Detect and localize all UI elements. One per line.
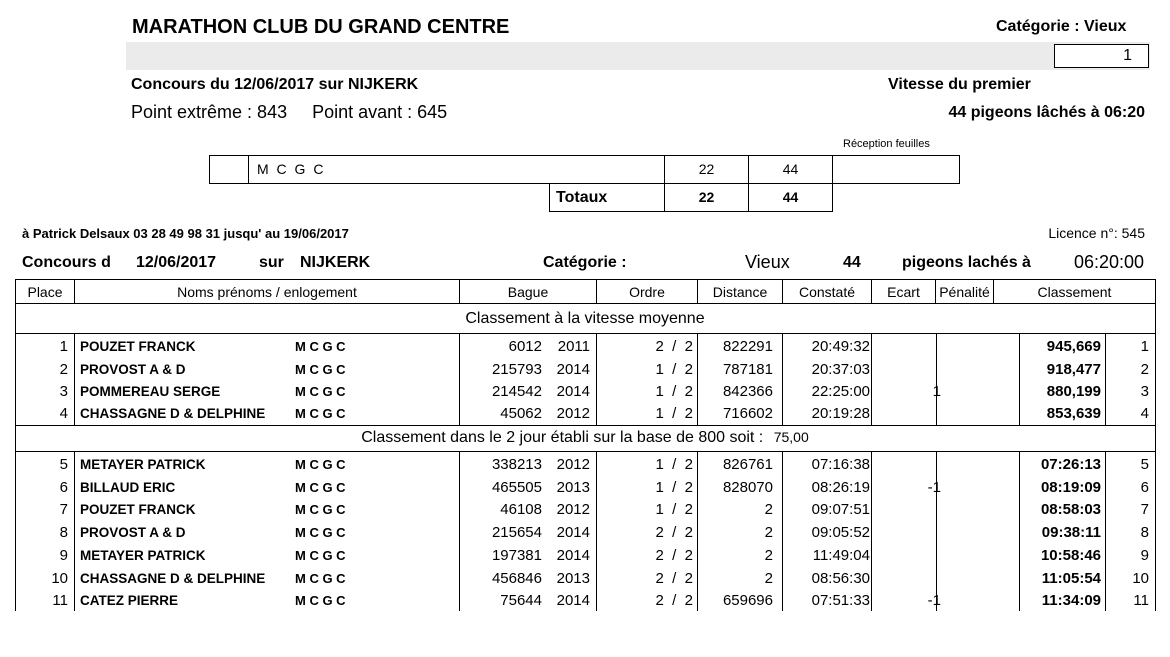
row-club: M C G C — [295, 480, 346, 495]
row-distance: 2 — [764, 547, 773, 564]
row-year: 2014 — [556, 524, 590, 541]
licence-number: Licence n°: 545 — [1048, 225, 1145, 241]
row-club: M C G C — [295, 571, 346, 586]
row-distance: 787181 — [722, 361, 773, 378]
contact-line: à Patrick Delsaux 03 28 49 98 31 jusqu' au 19/06/2017 — [22, 226, 349, 241]
row-year: 2014 — [556, 592, 590, 609]
col-ordre: Ordre — [597, 280, 698, 304]
row-constate: 22:25:00 — [811, 383, 870, 400]
table-row — [15, 380, 1155, 402]
row-distance: 828070 — [722, 479, 773, 496]
row-distance: 826761 — [722, 456, 773, 473]
row-place: 2 — [59, 361, 68, 378]
results-header — [15, 279, 1156, 304]
row-year: 2014 — [556, 383, 590, 400]
col-place: Place — [16, 280, 75, 304]
summary-club-v2: 44 — [748, 155, 833, 184]
row-constate: 11:49:04 — [812, 547, 870, 564]
section-vitesse: Classement à la vitesse moyenne — [465, 310, 705, 327]
col-distance: Distance — [698, 280, 783, 304]
section-2jour — [15, 429, 1155, 447]
row-place: 1 — [59, 338, 68, 355]
totals-v1: 22 — [664, 183, 749, 212]
row-rank: 5 — [1140, 456, 1149, 473]
row-constate: 09:05:52 — [811, 524, 870, 541]
summary-club-cell — [248, 155, 665, 184]
row-bague: 215793 — [491, 361, 542, 378]
row-rank: 1 — [1140, 338, 1149, 355]
row-rank: 4 — [1140, 405, 1149, 422]
points-line: Point extrême : 843 Point avant : 645 — [131, 102, 448, 122]
row-constate: 08:26:19 — [811, 479, 870, 496]
header-bar — [126, 42, 1150, 70]
row-name: CHASSAGNE D & DELPHINE — [80, 406, 266, 421]
sur-label: sur — [259, 254, 284, 271]
pigeons-released: 44 pigeons lâchés à 06:20 — [948, 104, 1145, 121]
row-constate: 07:51:33 — [811, 592, 870, 609]
row-place: 11 — [52, 592, 68, 609]
row-ecart: 1 — [932, 383, 941, 400]
col-penalite: Pénalité — [936, 280, 994, 304]
row-place: 9 — [59, 547, 68, 564]
row-bague: 197381 — [491, 547, 542, 564]
frame-right — [1155, 303, 1156, 611]
row-place: 10 — [51, 570, 68, 587]
categorie-label: Catégorie : — [543, 254, 627, 271]
col-bague: Bague — [460, 280, 597, 304]
row-name: CATEZ PIERRE — [80, 593, 179, 608]
row-distance: 822291 — [722, 338, 773, 355]
col-classement: Classement — [994, 280, 1156, 304]
club-title: MARATHON CLUB DU GRAND CENTRE — [132, 16, 510, 38]
row-classement: 10:58:46 — [1040, 547, 1101, 564]
row-club: M C G C — [295, 339, 346, 354]
row-year: 2014 — [556, 547, 590, 564]
row-constate: 09:07:51 — [811, 501, 870, 518]
summary-reception-cell — [832, 155, 960, 184]
row-distance: 842366 — [722, 383, 773, 400]
table-row — [15, 476, 1155, 498]
row-distance: 2 — [764, 501, 773, 518]
table-row — [15, 335, 1155, 357]
row-classement: 945,669 — [1046, 338, 1101, 355]
row-ordre: 1 / 2 — [655, 405, 693, 422]
row-constate: 07:16:38 — [811, 456, 870, 473]
row-name: METAYER PATRICK — [80, 457, 206, 472]
row-bague: 465505 — [491, 479, 542, 496]
table-row — [15, 544, 1155, 566]
row-ordre: 2 / 2 — [655, 570, 693, 587]
release-time: 06:20:00 — [1074, 252, 1145, 272]
row-constate: 20:49:32 — [811, 338, 870, 355]
contest-label: Concours d — [22, 254, 111, 271]
table-row — [15, 567, 1155, 589]
row-ordre: 1 / 2 — [655, 361, 693, 378]
row-rank: 6 — [1140, 479, 1149, 496]
row-place: 7 — [59, 501, 68, 518]
col-ecart: Ecart — [872, 280, 936, 304]
row-club: M C G C — [295, 548, 346, 563]
row-place: 6 — [59, 479, 68, 496]
row-name: CHASSAGNE D & DELPHINE — [80, 571, 266, 586]
row-year: 2014 — [556, 361, 590, 378]
row-distance: 2 — [764, 570, 773, 587]
section1-divider — [15, 333, 1156, 334]
col-constate: Constaté — [783, 280, 872, 304]
row-rank: 9 — [1140, 547, 1149, 564]
speed-label: Vitesse du premier — [888, 76, 1031, 93]
table-row — [15, 402, 1155, 424]
row-classement: 09:38:11 — [1041, 524, 1101, 541]
row-year: 2012 — [556, 456, 590, 473]
contest-place: NIJKERK — [300, 254, 371, 271]
row-rank: 8 — [1140, 524, 1149, 541]
row-ecart: -1 — [927, 479, 941, 496]
section2-value: 75,00 — [773, 429, 809, 445]
row-ordre: 2 / 2 — [655, 592, 693, 609]
row-constate: 20:37:03 — [811, 361, 870, 378]
row-club: M C G C — [295, 593, 346, 608]
row-club: M C G C — [295, 406, 346, 421]
row-club: M C G C — [295, 502, 346, 517]
row-bague: 214542 — [491, 383, 542, 400]
row-ordre: 1 / 2 — [655, 383, 693, 400]
row-rank: 2 — [1140, 361, 1149, 378]
totals-v2: 44 — [748, 183, 833, 212]
row-classement: 918,477 — [1046, 361, 1101, 378]
row-rank: 10 — [1132, 570, 1149, 587]
section2-divider — [15, 451, 1156, 452]
row-name: PROVOST A & D — [80, 525, 186, 540]
row-place: 4 — [59, 405, 68, 422]
category-number-box: 1 — [1054, 44, 1149, 68]
row-classement: 08:58:03 — [1040, 501, 1101, 518]
row-year: 2012 — [556, 405, 590, 422]
row-name: METAYER PATRICK — [80, 548, 206, 563]
row-distance: 659696 — [722, 592, 773, 609]
row-classement: 11:05:54 — [1041, 570, 1101, 587]
row-year: 2013 — [556, 479, 590, 496]
row-classement: 08:19:09 — [1040, 479, 1101, 496]
contest-title: Concours du 12/06/2017 sur NIJKERK — [131, 76, 419, 93]
row-classement: 853,639 — [1046, 405, 1101, 422]
row-name: POUZET FRANCK — [80, 502, 196, 517]
row-name: PROVOST A & D — [80, 362, 186, 377]
row-rank: 7 — [1140, 501, 1149, 518]
row-name: POUZET FRANCK — [80, 339, 196, 354]
row-club: M C G C — [295, 384, 346, 399]
row-place: 3 — [59, 383, 68, 400]
row-ordre: 2 / 2 — [655, 524, 693, 541]
category-label: Catégorie : Vieux — [996, 18, 1127, 35]
table-row — [15, 589, 1155, 611]
pigeon-count: 44 — [843, 254, 861, 271]
row-bague: 75644 — [500, 592, 542, 609]
summary-club-v1: 22 — [664, 155, 749, 184]
row-ordre: 2 / 2 — [655, 338, 693, 355]
row-rank: 11 — [1133, 592, 1149, 609]
row-year: 2012 — [556, 501, 590, 518]
row-ordre: 1 / 2 — [655, 479, 693, 496]
row-year: 2013 — [556, 570, 590, 587]
row-constate: 08:56:30 — [811, 570, 870, 587]
categorie-value: Vieux — [745, 252, 790, 272]
section2-top — [15, 425, 1156, 426]
summary-blank-cell — [209, 155, 249, 184]
section2-text: Classement dans le 2 jour établi sur la base de 800 soit : — [361, 429, 764, 446]
row-club: M C G C — [295, 362, 346, 377]
row-bague: 6012 — [508, 338, 542, 355]
table-row — [15, 453, 1155, 475]
row-distance: 2 — [764, 524, 773, 541]
row-bague: 46108 — [500, 501, 542, 518]
table-row — [15, 498, 1155, 520]
row-bague: 45062 — [500, 405, 542, 422]
reception-label: Réception feuilles — [843, 138, 930, 150]
row-name: POMMEREAU SERGE — [80, 384, 221, 399]
row-bague: 456846 — [491, 570, 542, 587]
row-classement: 880,199 — [1046, 383, 1101, 400]
row-place: 5 — [59, 456, 68, 473]
row-classement: 07:26:13 — [1040, 456, 1101, 473]
row-place: 8 — [59, 524, 68, 541]
row-name: BILLAUD ERIC — [80, 480, 176, 495]
pigeons-label: pigeons lachés à — [902, 254, 1031, 271]
row-ecart: -1 — [927, 592, 941, 609]
row-club: M C G C — [295, 525, 346, 540]
row-classement: 11:34:09 — [1041, 592, 1101, 609]
row-ordre: 1 / 2 — [655, 501, 693, 518]
col-names: Noms prénoms / enlogement — [75, 280, 460, 304]
row-ordre: 1 / 2 — [655, 456, 693, 473]
row-constate: 20:19:28 — [811, 405, 870, 422]
table-row — [15, 358, 1155, 380]
row-bague: 215654 — [491, 524, 542, 541]
contest-date: 12/06/2017 — [136, 254, 217, 271]
row-distance: 716602 — [722, 405, 773, 422]
row-rank: 3 — [1140, 383, 1149, 400]
row-bague: 338213 — [491, 456, 542, 473]
summary-club: M C G C — [257, 161, 326, 177]
row-club: M C G C — [295, 457, 346, 472]
totals-label: Totaux — [549, 183, 665, 212]
row-ordre: 2 / 2 — [655, 547, 693, 564]
row-year: 2011 — [557, 338, 590, 355]
table-row — [15, 521, 1155, 543]
